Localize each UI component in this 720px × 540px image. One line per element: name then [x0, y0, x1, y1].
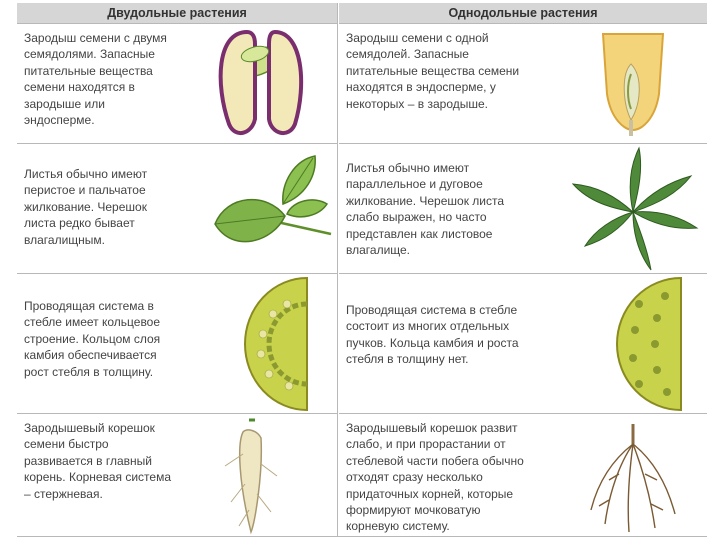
- dicot-root-text: Зародышевый корешок семени быстро развивается в главный корень. Корневая система – стержневая.: [24, 421, 171, 501]
- dicot-leaf-image: [177, 143, 337, 273]
- table-row-leaf: [17, 143, 707, 273]
- palmate-leaf-icon: [539, 144, 707, 274]
- dicot-stem-cell: [17, 273, 177, 413]
- table-row-seed: [17, 23, 707, 143]
- monocot-root-cell: [339, 413, 539, 537]
- dicot-column-header: Двудольные растения: [17, 3, 337, 23]
- taproot-image: [177, 413, 337, 537]
- dicot-stem-text: Проводящая система в стебле имеет кольцевое строение. Кольцом слоя камбия обеспечивается рост стебля в толщину.: [24, 299, 161, 379]
- taproot-icon: [177, 414, 337, 538]
- monocot-leaf-image: [539, 143, 707, 273]
- dicot-seed-cell: [17, 23, 177, 143]
- table-row-stem: [17, 273, 707, 413]
- monocot-seed-text: Зародыш семени с одной семядолей. Запасные питательные вещества семени находятся в эндосперме, у некоторых – в зародыше.: [346, 31, 520, 111]
- monocot-stem-cell: [339, 273, 539, 413]
- monocot-leaf-text: Листья обычно имеют параллельное и дуговое жилкование. Черешок листа слабо выражен, но часто представлен как листовое влагалище.: [346, 161, 505, 258]
- bean-seed-image: [177, 23, 337, 143]
- dicot-root-cell: [17, 413, 177, 537]
- dicot-seed-text: Зародыш семени с двумя семядолями. Запасные питательные вещества семени находятся в зародыше или эндосперме.: [24, 31, 167, 128]
- fibrous-root-image: [539, 413, 707, 537]
- monocot-root-text: Зародышевый корешок развит слабо, и при прорастании от стеблевой части побега обычно отходят сразу несколько придаточных корней, которые формируют мочковатую корневую систему.: [346, 421, 524, 534]
- table-row-root: [17, 413, 707, 537]
- comparison-table: [17, 3, 707, 537]
- monocot-seed-cell: [339, 23, 539, 143]
- fibrous-root-icon: [539, 414, 707, 538]
- monocot-column-header: Однодольные растения: [339, 3, 707, 23]
- bean-seed-icon: [177, 24, 337, 144]
- monocot-leaf-cell: [339, 143, 539, 273]
- dicot-stem-image: [177, 273, 337, 413]
- monocot-stem-image: [539, 273, 707, 413]
- monocot-stem-section-icon: [539, 274, 707, 414]
- dicot-stem-section-icon: [177, 274, 337, 414]
- dicot-leaf-cell: [17, 143, 177, 273]
- corn-seed-image: [539, 23, 707, 143]
- table-bottom-border: [17, 536, 707, 537]
- dicot-leaf-text: Листья обычно имеют перистое и пальчатое жилкование. Черешок листа редко бывает влагалищным.: [24, 167, 148, 247]
- monocot-stem-text: Проводящая система в стебле состоит из многих отдельных пучков. Кольца камбия и роста стебля в толщину нет.: [346, 303, 519, 367]
- corn-seed-icon: [539, 24, 707, 144]
- compound-leaf-icon: [177, 144, 337, 274]
